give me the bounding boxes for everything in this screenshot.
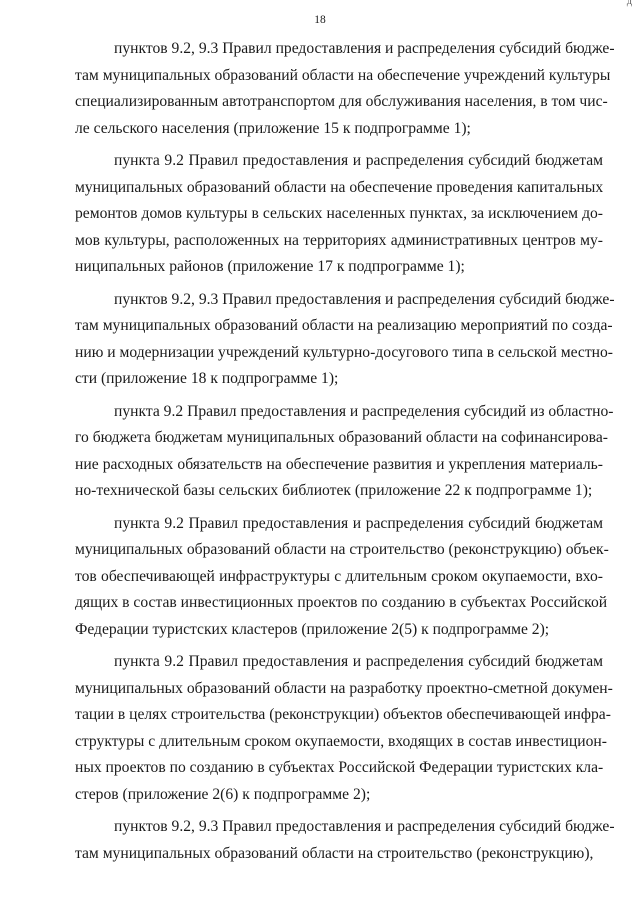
text-line: нию и модернизации учреждений культурно-досугового типа в сельской местно-	[75, 343, 613, 361]
paragraph	[75, 287, 615, 393]
text-line: ниципальных районов (приложение 17 к подпрограмме 1);	[75, 258, 465, 275]
paragraph	[75, 399, 614, 505]
text-line: муниципальных образований области на разработку проектно-сметной докумен-	[75, 679, 613, 697]
paragraph	[75, 36, 615, 142]
text-line: тов обеспечивающей инфраструктуры с длительным сроком окупаемости, вхо-	[75, 567, 603, 585]
paragraph	[75, 649, 613, 808]
text-line: пунктов 9.2, 9.3 Правил предоставления и распределения субсидий бюдже-	[114, 818, 615, 835]
corner-mark: д	[626, 0, 632, 7]
text-line: пункта 9.2 Правил предоставления и распределения субсидий бюджетам	[114, 653, 603, 670]
page-number: 18	[314, 14, 326, 26]
text-line: специализированным автотранспортом для обслуживания населения, в том чис-	[75, 93, 608, 110]
text-line: пункта 9.2 Правил предоставления и распределения субсидий бюджетам	[114, 152, 603, 169]
text-line: пунктов 9.2, 9.3 Правил предоставления и распределения субсидий бюдже-	[114, 290, 615, 308]
text-line: муниципальных образований области на обеспечение проведения капитальных	[75, 178, 604, 196]
text-line: Федерации туристских кластеров (приложение 2(5) к подпрограмме 2);	[75, 620, 550, 638]
text-line: ле сельского населения (приложение 15 к подпрограмме 1);	[75, 119, 471, 137]
text-line: пункта 9.2 Правил предоставления и распределения субсидий бюджетам	[114, 514, 603, 532]
text-line: там муниципальных образований области на обеспечение учреждений культуры	[75, 66, 611, 84]
paragraph	[75, 511, 609, 644]
text-line: стеров (приложение 2(6) к подпрограмме 2);	[75, 785, 371, 803]
text-line: го бюджета бюджетам муниципальных образований области на софинансирова-	[75, 429, 608, 446]
text-line: муниципальных образований области на строительство (реконструкцию) объек-	[75, 541, 609, 558]
text-line: дящих в состав инвестиционных проектов по созданию в субъектах Российской	[75, 594, 608, 611]
text-line: ремонтов домов культуры в сельских населенных пунктах, за исключением до-	[75, 205, 603, 222]
text-line: структуры с длительным сроком окупаемости, входящих в состав инвестицион-	[75, 732, 607, 750]
paragraph	[75, 148, 603, 281]
text-line: сти (приложение 18 к подпрограмме 1);	[75, 370, 339, 387]
text-line: там муниципальных образований области на строительство (реконструкцию),	[75, 844, 594, 862]
text-line: мов культуры, расположенных на территориях административных центров му-	[75, 231, 603, 249]
text-line: ние расходных обязательств на обеспечение развития и укрепления материаль-	[75, 455, 603, 473]
text-line: тации в целях строительства (реконструкции) объектов обеспечивающей инфра-	[75, 706, 611, 723]
text-line: но-технической базы сельских библиотек (приложение 22 к подпрограмме 1);	[75, 482, 593, 499]
text-line: пунктов 9.2, 9.3 Правил предоставления и распределения субсидий бюдже-	[114, 40, 615, 57]
text-line: пункта 9.2 Правил предоставления и распределения субсидий из областно-	[114, 402, 614, 420]
paragraph	[75, 814, 615, 867]
text-line: там муниципальных образований области на реализацию мероприятий по созда-	[75, 317, 613, 334]
document-body	[75, 36, 615, 873]
text-line: ных проектов по созданию в субъектах Российской Федерации туристских кла-	[75, 759, 604, 776]
